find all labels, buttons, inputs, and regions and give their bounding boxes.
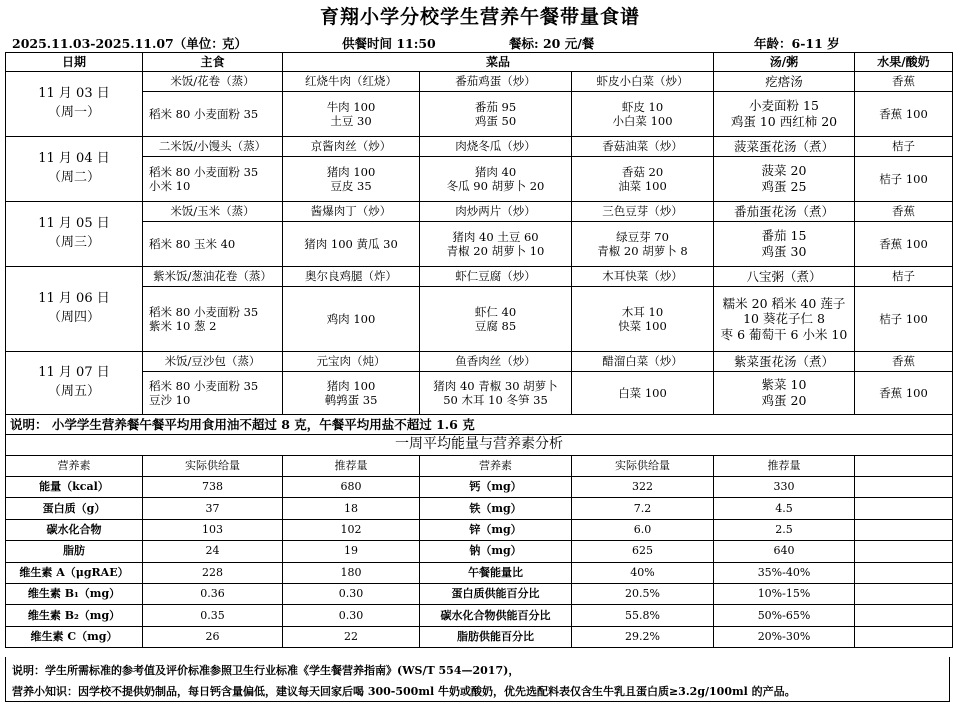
dish-1-ingredients bbox=[283, 92, 420, 137]
day-date-cell bbox=[6, 137, 143, 202]
staple-name: 紫米饭/葱油花卷（蒸） bbox=[143, 267, 283, 287]
nutrient-header: 实际供给量 bbox=[143, 456, 283, 477]
recommended-value: 680 bbox=[283, 477, 420, 498]
day-date: 11 月 06 日 bbox=[38, 291, 110, 307]
ingredient-line: 糯米 20 稻米 40 莲子 bbox=[722, 295, 846, 311]
dish-2-name: 番茄鸡蛋（炒） bbox=[420, 72, 572, 92]
staple-ingredients bbox=[143, 287, 283, 352]
ingredient-line: 青椒 20 胡萝卜 10 bbox=[446, 244, 545, 258]
nutrient-row bbox=[6, 626, 953, 647]
ingredient-line: 鸡肉 100 bbox=[326, 311, 376, 326]
menu-table bbox=[5, 52, 953, 648]
nutrient-row bbox=[6, 519, 953, 540]
ingredient-line: 豆皮 35 bbox=[330, 179, 372, 193]
header-date: 日期 bbox=[6, 53, 143, 72]
header-staple: 主食 bbox=[143, 53, 283, 72]
ingredient-line: 鸡蛋 20 bbox=[761, 393, 807, 408]
ingredient-line: 牛肉 100 bbox=[326, 99, 376, 114]
age-range: 年龄：6-11 岁 bbox=[754, 36, 840, 51]
nutrient-name: 维生素 B₁（mg） bbox=[6, 583, 143, 604]
dish-2-name: 虾仁豆腐（炒） bbox=[420, 267, 572, 287]
nutrient-row bbox=[6, 541, 953, 562]
ingredient-line: 绿豆芽 70 bbox=[616, 229, 669, 244]
analysis-title: 一周平均能量与营养素分析 bbox=[6, 435, 953, 456]
fruit-ingredients: 桔子 100 bbox=[855, 157, 953, 202]
dish-2-ingredients bbox=[420, 92, 572, 137]
staple-ingredients bbox=[143, 222, 283, 267]
soup-ingredients bbox=[714, 287, 855, 352]
ingredient-line: 猪肉 40 土豆 60 bbox=[452, 229, 539, 244]
ingredient-line: 紫菜 10 bbox=[761, 377, 807, 393]
ingredient-line: 10 葵花子仁 8 bbox=[743, 311, 825, 327]
day-weekday: （周三） bbox=[47, 235, 100, 250]
empty-cell bbox=[855, 541, 953, 562]
ingredient-line: 枣 6 葡萄干 6 小米 10 bbox=[720, 326, 848, 342]
nutrient-row bbox=[6, 583, 953, 604]
ingredient-line: 番茄 95 bbox=[474, 99, 517, 114]
empty-cell bbox=[855, 562, 953, 583]
day-date-cell bbox=[6, 267, 143, 352]
day-weekday: （周二） bbox=[47, 170, 100, 185]
ingredient-line: 稻米 80 小麦面粉 35 bbox=[149, 304, 259, 319]
recommended-value: 0.30 bbox=[283, 605, 420, 626]
nutrient-name: 蛋白质供能百分比 bbox=[420, 583, 572, 604]
nutrient-name: 维生素 A（μgRAE） bbox=[6, 562, 143, 583]
dish-1-name: 元宝肉（炖） bbox=[283, 352, 420, 372]
ingredient-line: 土豆 30 bbox=[330, 114, 372, 128]
dish-3-ingredients bbox=[572, 92, 714, 137]
ingredient-line: 猪肉 100 黄瓜 30 bbox=[304, 236, 398, 251]
actual-value: 0.36 bbox=[143, 583, 283, 604]
nutrient-header: 营养素 bbox=[420, 456, 572, 477]
nutrient-header: 推荐量 bbox=[283, 456, 420, 477]
ingredient-line: 豆沙 10 bbox=[149, 393, 191, 407]
ingredient-line: 番茄 15 bbox=[761, 228, 807, 244]
dish-1-name: 京酱肉丝（炒） bbox=[283, 137, 420, 157]
empty-cell bbox=[855, 498, 953, 519]
empty-cell bbox=[855, 456, 953, 477]
actual-value: 625 bbox=[572, 541, 714, 562]
nutrient-name: 钙（mg） bbox=[420, 477, 572, 498]
soup-ingredients bbox=[714, 92, 855, 137]
nutrient-name: 维生素 B₂（mg） bbox=[6, 605, 143, 626]
ingredient-line: 小米 10 bbox=[149, 179, 191, 193]
ingredient-line: 小白菜 100 bbox=[612, 114, 673, 128]
header-dishes: 菜品 bbox=[283, 53, 714, 72]
fruit-ingredients: 香蕉 100 bbox=[855, 92, 953, 137]
ingredient-line: 快菜 100 bbox=[618, 319, 667, 333]
ingredient-line: 稻米 80 小麦面粉 35 bbox=[149, 106, 259, 121]
day-date-cell bbox=[6, 352, 143, 415]
nutrient-name: 脂肪 bbox=[6, 541, 143, 562]
actual-value: 26 bbox=[143, 626, 283, 647]
ingredient-line: 白菜 100 bbox=[618, 385, 667, 400]
dish-3-ingredients bbox=[572, 287, 714, 352]
ingredient-line: 冬瓜 90 胡萝卜 20 bbox=[446, 179, 545, 193]
empty-cell bbox=[855, 519, 953, 540]
ingredient-line: 50 木耳 10 冬笋 35 bbox=[443, 393, 548, 407]
day-date-cell bbox=[6, 72, 143, 137]
dish-3-ingredients bbox=[572, 222, 714, 267]
actual-value: 738 bbox=[143, 477, 283, 498]
recommended-value: 22 bbox=[283, 626, 420, 647]
ingredient-line: 豆腐 85 bbox=[474, 319, 517, 333]
fruit-ingredients: 香蕉 100 bbox=[855, 222, 953, 267]
actual-value: 322 bbox=[572, 477, 714, 498]
ingredient-line: 木耳 10 bbox=[621, 304, 664, 319]
nutrient-name: 锌（mg） bbox=[420, 519, 572, 540]
ingredient-line: 青椒 20 胡萝卜 8 bbox=[597, 244, 688, 258]
serve-time: 供餐时间 11:50 bbox=[342, 36, 436, 51]
dish-1-ingredients bbox=[283, 287, 420, 352]
dish-1-ingredients bbox=[283, 222, 420, 267]
empty-cell bbox=[855, 605, 953, 626]
nutrient-row bbox=[6, 477, 953, 498]
actual-value: 29.2% bbox=[572, 626, 714, 647]
recommended-value: 19 bbox=[283, 541, 420, 562]
recommended-value: 18 bbox=[283, 498, 420, 519]
dish-2-name: 鱼香肉丝（炒） bbox=[420, 352, 572, 372]
ingredient-line: 猪肉 100 bbox=[326, 164, 376, 179]
fruit-name: 香蕉 bbox=[855, 352, 953, 372]
actual-value: 40% bbox=[572, 562, 714, 583]
soup-name: 番茄蛋花汤（煮） bbox=[714, 202, 855, 222]
nutrient-name: 午餐能量比 bbox=[420, 562, 572, 583]
nutrient-name: 能量（kcal） bbox=[6, 477, 143, 498]
fruit-name: 香蕉 bbox=[855, 72, 953, 92]
ingredient-line: 虾仁 40 bbox=[474, 304, 517, 319]
dish-3-name: 三色豆芽（炒） bbox=[572, 202, 714, 222]
actual-value: 37 bbox=[143, 498, 283, 519]
staple-name: 米饭/豆沙包（蒸） bbox=[143, 352, 283, 372]
dish-1-ingredients bbox=[283, 157, 420, 202]
nutrient-name: 脂肪供能百分比 bbox=[420, 626, 572, 647]
ingredient-line: 稻米 80 小麦面粉 35 bbox=[149, 378, 259, 393]
page-title: 育翔小学分校学生营养午餐带量食谱 bbox=[319, 6, 640, 28]
recommended-value: 50%-65% bbox=[714, 605, 855, 626]
nutrient-name: 钠（mg） bbox=[420, 541, 572, 562]
dish-1-name: 红烧牛肉（红烧） bbox=[283, 72, 420, 92]
nutrient-row bbox=[6, 562, 953, 583]
date-range: 2025.11.03-2025.11.07（单位： bbox=[12, 36, 224, 51]
fruit-ingredients: 桔子 100 bbox=[855, 287, 953, 352]
unit-label: 克） bbox=[222, 36, 248, 51]
nutrient-name: 蛋白质（g） bbox=[6, 498, 143, 519]
ingredient-line: 稻米 80 玉米 40 bbox=[149, 236, 236, 251]
recommended-value: 640 bbox=[714, 541, 855, 562]
day-weekday: （周五） bbox=[47, 384, 100, 399]
nutrient-header: 营养素 bbox=[6, 456, 143, 477]
recommended-value: 4.5 bbox=[714, 498, 855, 519]
dish-2-name: 肉炒两片（炒） bbox=[420, 202, 572, 222]
recommended-value: 180 bbox=[283, 562, 420, 583]
day-date: 11 月 07 日 bbox=[38, 365, 110, 381]
fruit-name: 香蕉 bbox=[855, 202, 953, 222]
dish-3-name: 醋溜白菜（炒） bbox=[572, 352, 714, 372]
dish-3-ingredients bbox=[572, 372, 714, 415]
nutrient-name: 铁（mg） bbox=[420, 498, 572, 519]
staple-ingredients bbox=[143, 157, 283, 202]
fruit-ingredients: 香蕉 100 bbox=[855, 372, 953, 415]
nutrient-header: 推荐量 bbox=[714, 456, 855, 477]
ingredient-line: 鹌鹑蛋 35 bbox=[324, 393, 378, 407]
header-fruit: 水果/酸奶 bbox=[855, 53, 953, 72]
actual-value: 103 bbox=[143, 519, 283, 540]
dish-1-name: 奥尔良鸡腿（炸） bbox=[283, 267, 420, 287]
actual-value: 0.35 bbox=[143, 605, 283, 626]
soup-name: 菠菜蛋花汤（煮） bbox=[714, 137, 855, 157]
dish-3-ingredients bbox=[572, 157, 714, 202]
dish-1-ingredients bbox=[283, 372, 420, 415]
soup-name: 紫菜蛋花汤（煮） bbox=[714, 352, 855, 372]
day-date-cell bbox=[6, 202, 143, 267]
actual-value: 20.5% bbox=[572, 583, 714, 604]
recommended-value: 35%-40% bbox=[714, 562, 855, 583]
soup-name: 八宝粥（煮） bbox=[714, 267, 855, 287]
staple-ingredients bbox=[143, 92, 283, 137]
ingredient-line: 菠菜 20 bbox=[761, 163, 807, 179]
recommended-value: 330 bbox=[714, 477, 855, 498]
day-weekday: （周四） bbox=[47, 310, 100, 325]
header-soup: 汤/粥 bbox=[714, 53, 855, 72]
meal-standard: 餐标: 20 元/餐 bbox=[509, 36, 595, 51]
dish-2-name: 肉烧冬瓜（炒） bbox=[420, 137, 572, 157]
dish-2-ingredients bbox=[420, 222, 572, 267]
recommended-value: 10%-15% bbox=[714, 583, 855, 604]
staple-name: 米饭/玉米（蒸） bbox=[143, 202, 283, 222]
dish-2-ingredients bbox=[420, 157, 572, 202]
dish-3-name: 香菇油菜（炒） bbox=[572, 137, 714, 157]
day-weekday: （周一） bbox=[47, 105, 100, 120]
actual-value: 7.2 bbox=[572, 498, 714, 519]
day-date: 11 月 05 日 bbox=[38, 216, 110, 232]
ingredient-line: 油菜 100 bbox=[618, 179, 667, 193]
ingredient-line: 鸡蛋 30 bbox=[761, 244, 807, 259]
ingredient-line: 虾皮 10 bbox=[621, 99, 664, 114]
ingredient-line: 小麦面粉 15 bbox=[749, 98, 819, 114]
actual-value: 6.0 bbox=[572, 519, 714, 540]
staple-name: 二米饭/小馒头（蒸） bbox=[143, 137, 283, 157]
empty-cell bbox=[855, 583, 953, 604]
soup-ingredients bbox=[714, 157, 855, 202]
recommended-value: 20%-30% bbox=[714, 626, 855, 647]
ingredient-line: 鸡蛋 10 西红柿 20 bbox=[730, 114, 838, 129]
dish-2-ingredients bbox=[420, 287, 572, 352]
empty-cell bbox=[855, 626, 953, 647]
dish-2-ingredients bbox=[420, 372, 572, 415]
recommended-value: 2.5 bbox=[714, 519, 855, 540]
recommended-value: 0.30 bbox=[283, 583, 420, 604]
fruit-name: 桔子 bbox=[855, 267, 953, 287]
dish-3-name: 虾皮小白菜（炒） bbox=[572, 72, 714, 92]
nutrient-name: 碳水化合物 bbox=[6, 519, 143, 540]
nutrient-row bbox=[6, 498, 953, 519]
nutrient-name: 维生素 C（mg） bbox=[6, 626, 143, 647]
soup-ingredients bbox=[714, 222, 855, 267]
day-date: 11 月 04 日 bbox=[38, 151, 110, 167]
nutrient-header: 实际供给量 bbox=[572, 456, 714, 477]
footer-notes bbox=[5, 657, 950, 702]
empty-cell bbox=[855, 477, 953, 498]
staple-ingredients bbox=[143, 372, 283, 415]
actual-value: 55.8% bbox=[572, 605, 714, 626]
ingredient-line: 鸡蛋 25 bbox=[761, 179, 807, 194]
soup-ingredients bbox=[714, 372, 855, 415]
recommended-value: 102 bbox=[283, 519, 420, 540]
dish-3-name: 木耳快菜（炒） bbox=[572, 267, 714, 287]
nutrient-row bbox=[6, 605, 953, 626]
ingredient-line: 猪肉 100 bbox=[326, 378, 376, 393]
ingredient-line: 紫米 10 葱 2 bbox=[149, 319, 217, 333]
soup-name: 疙瘩汤 bbox=[714, 72, 855, 92]
ingredient-line: 稻米 80 小麦面粉 35 bbox=[149, 164, 259, 179]
nutrient-name: 碳水化合物供能百分比 bbox=[420, 605, 572, 626]
footer-line-1: 说明：学生所需标准的参考值及评价标准参照卫生行业标准《学生餐营养指南》(WS/T 554—2017)， bbox=[12, 664, 520, 677]
oil-salt-note: 说明： 小学学生营养餐午餐平均用食用油不超过 8 克，午餐平均用盐不超过 1.6 克 bbox=[6, 415, 953, 435]
actual-value: 228 bbox=[143, 562, 283, 583]
staple-name: 米饭/花卷（蒸） bbox=[143, 72, 283, 92]
footer-line-2: 营养小知识：因学校不提供奶制品，每日钙含量偏低，建议每天回家后喝 300-500ml 牛奶或酸奶，优先选配料表仅含生牛乳且蛋白质≥3.2g/100ml 的产品。 bbox=[12, 685, 796, 698]
fruit-name: 桔子 bbox=[855, 137, 953, 157]
ingredient-line: 猪肉 40 青椒 30 胡萝卜 bbox=[433, 378, 558, 393]
day-date: 11 月 03 日 bbox=[38, 86, 110, 102]
ingredient-line: 猪肉 40 bbox=[474, 164, 517, 179]
ingredient-line: 香菇 20 bbox=[621, 164, 664, 179]
dish-1-name: 酱爆肉丁（炒） bbox=[283, 202, 420, 222]
actual-value: 24 bbox=[143, 541, 283, 562]
ingredient-line: 鸡蛋 50 bbox=[474, 114, 517, 128]
